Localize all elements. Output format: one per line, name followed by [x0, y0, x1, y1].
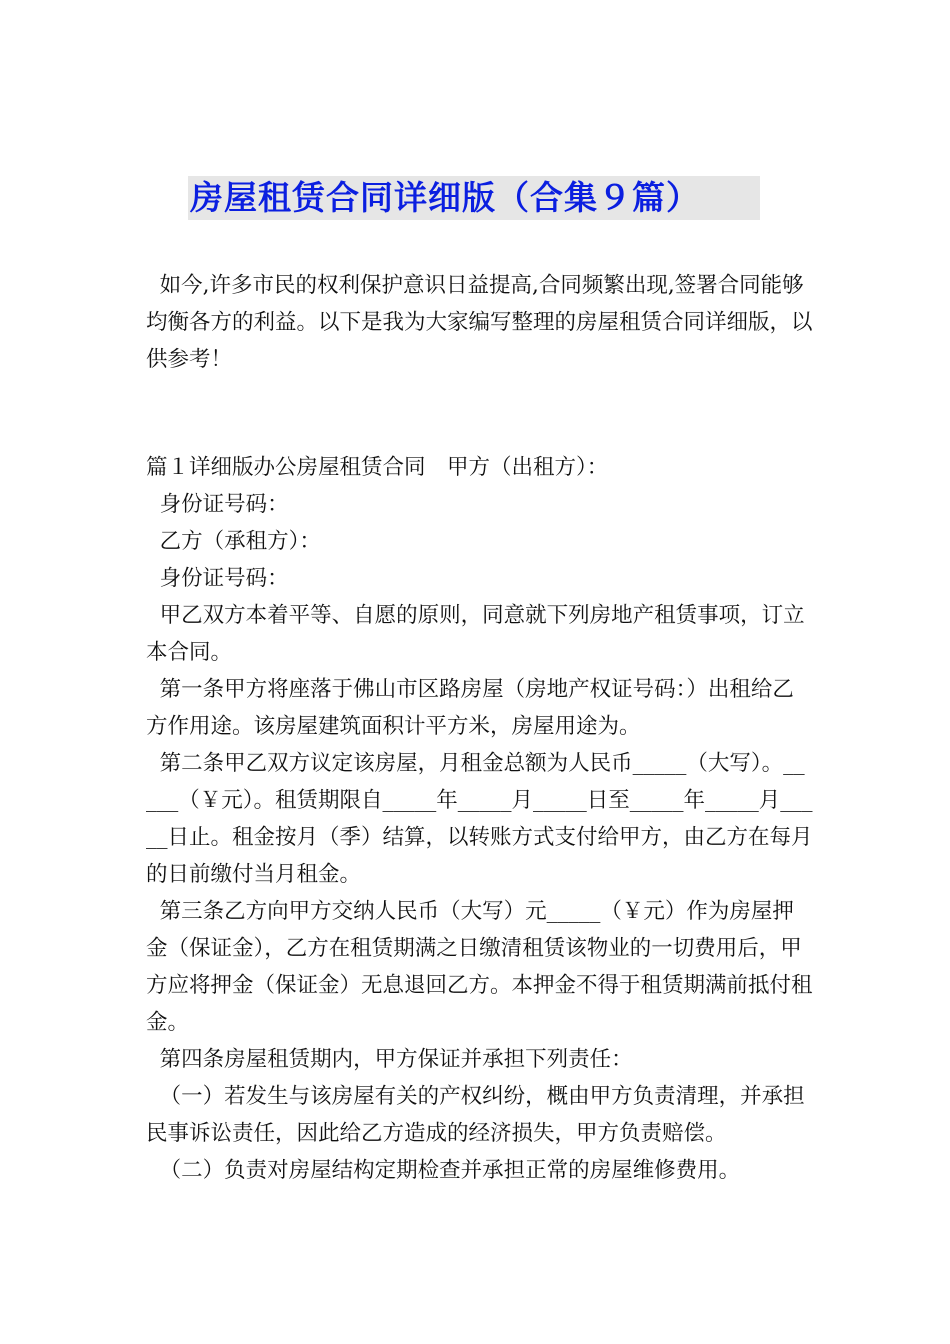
- contract-body: [146, 449, 814, 1189]
- party-b-id-number: 身份证号码：: [146, 566, 289, 591]
- article-1: 第一条甲方将座落于佛山市区路房屋（房地产权证号码：）出租给乙方作用途。该房屋建筑面积计平方米，房屋用途为。: [146, 677, 794, 739]
- party-b-line: 乙方（承租方）：: [146, 529, 321, 554]
- preamble-paragraph: 甲乙双方本着平等、自愿的原则，同意就下列房地产租赁事项，订立本合同。: [146, 603, 805, 665]
- party-a-id-number: 身份证号码：: [146, 492, 289, 517]
- document-title: 房屋租赁合同详细版（合集９篇）: [188, 176, 760, 220]
- contract-heading: 篇１详细版办公房屋租赁合同 甲方（出租方）：: [146, 455, 609, 480]
- article-2: 第二条甲乙双方议定该房屋，月租金总额为人民币_____（大写）。_____（￥元）。租赁期限自_____年_____月_____日至_____年_____月_____日止。租金按月（季）结算，以转账方式支付给甲方，由乙方在每月的日前缴付当月租金。: [146, 751, 813, 887]
- article-4-clause-2: （二）负责对房屋结构定期检查并承担正常的房屋维修费用。: [146, 1158, 741, 1183]
- intro-section: [146, 267, 814, 378]
- intro-paragraph: 如今,许多市民的权利保护意识日益提高,合同频繁出现,签署合同能够均衡各方的利益。以下是我为大家编写整理的房屋租赁合同详细版，以供参考！: [146, 273, 813, 372]
- article-4-clause-1: （一）若发生与该房屋有关的产权纠纷，概由甲方负责清理，并承担民事诉讼责任，因此给乙方造成的经济损失，甲方负责赔偿。: [146, 1084, 805, 1146]
- article-3: 第三条乙方向甲方交纳人民币（大写）元_____（￥元）作为房屋押金（保证金），乙方在租赁期满之日缴清租赁该物业的一切费用后，甲方应将押金（保证金）无息退回乙方。本押金不得于租赁期满前抵付租金。: [146, 899, 813, 1035]
- article-4: 第四条房屋租赁期内，甲方保证并承担下列责任：: [146, 1047, 633, 1072]
